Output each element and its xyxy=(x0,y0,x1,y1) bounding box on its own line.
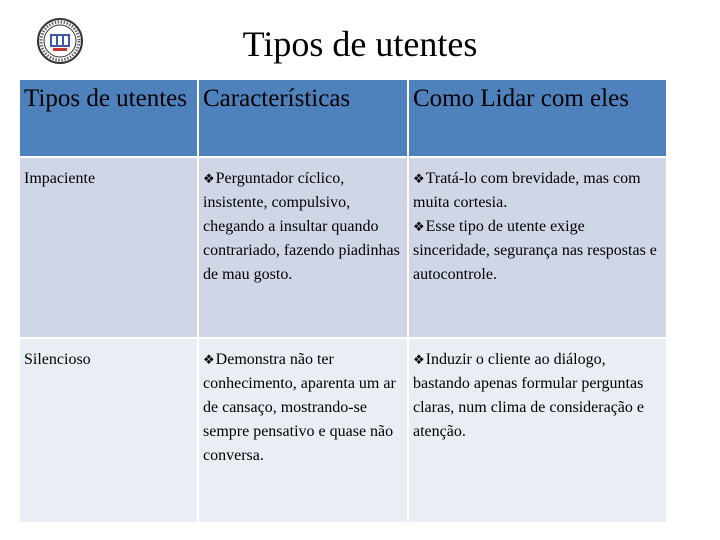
table-header-row xyxy=(19,79,667,157)
row-type: Silencioso xyxy=(19,338,198,523)
row-characteristics xyxy=(198,338,408,523)
diamond-bullet-icon: ❖ xyxy=(203,352,215,367)
row-how-to xyxy=(408,338,667,523)
page-title: Tipos de utentes xyxy=(242,24,478,64)
diamond-bullet-icon: ❖ xyxy=(203,171,215,186)
how-to-item: ❖Tratá-lo com brevidade, mas com muita cortesia. xyxy=(413,170,641,211)
row-characteristics xyxy=(198,157,408,338)
header-tipos: Tipos de utentes xyxy=(19,79,198,157)
header-como-lidar: Como Lidar com eles xyxy=(408,79,667,157)
diamond-bullet-icon: ❖ xyxy=(413,352,425,367)
diamond-bullet-icon: ❖ xyxy=(413,219,425,234)
how-to-item: ❖Esse tipo de utente exige sinceridade, segurança nas respostas e autocontrole. xyxy=(413,218,657,283)
how-to-item: ❖Induzir o cliente ao diálogo, bastando apenas formular perguntas claras, num clima de consideração e atenção. xyxy=(413,351,644,440)
header-caracteristicas: Características xyxy=(198,79,408,157)
utentes-table xyxy=(18,78,668,524)
characteristic-item: ❖Demonstra não ter conhecimento, aparenta um ar de cansaço, mostrando-se sempre pensativo e quase não conversa. xyxy=(203,351,396,464)
characteristic-item: ❖Perguntador cíclico, insistente, compulsivo, chegando a insultar quando contrariado, fazendo piadinhas de mau gosto. xyxy=(203,170,400,283)
diamond-bullet-icon: ❖ xyxy=(413,171,425,186)
row-type: Impaciente xyxy=(19,157,198,338)
row-how-to xyxy=(408,157,667,338)
table-row xyxy=(19,157,667,338)
table-row xyxy=(19,338,667,523)
